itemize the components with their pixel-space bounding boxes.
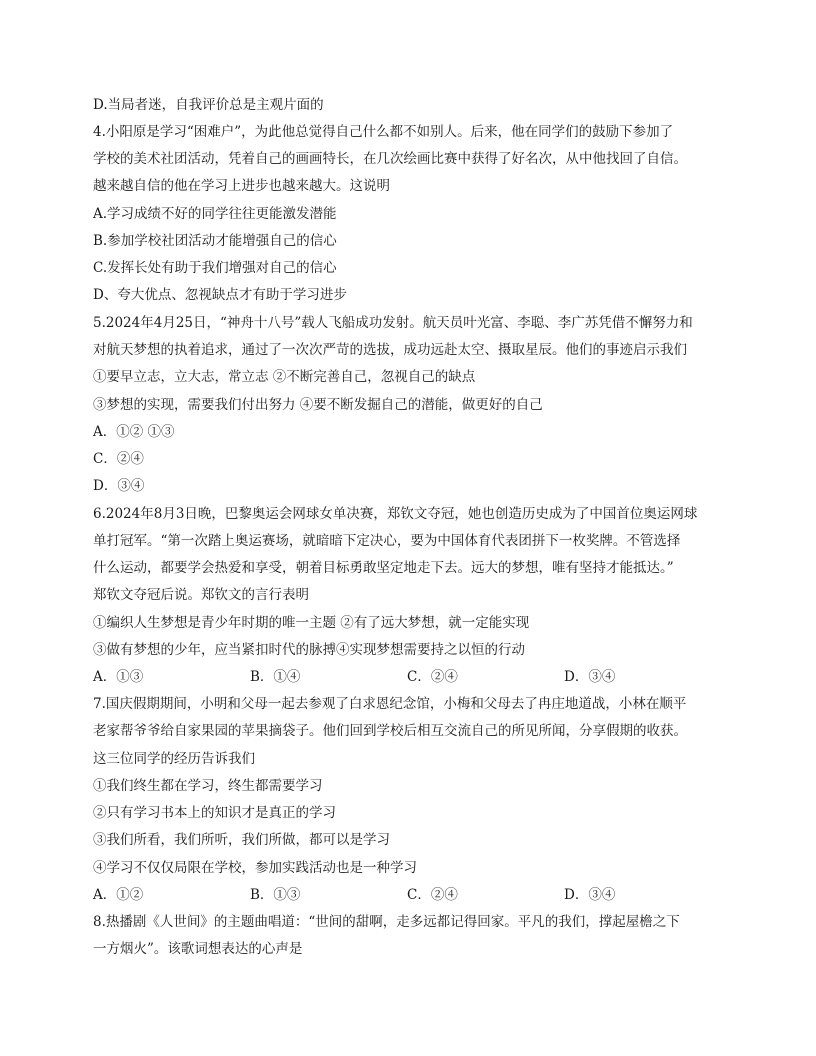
q3-option-d: D.当局者迷，自我评价总是主观片面的: [93, 97, 324, 113]
q6-statement-line-2: ③做有梦想的少年，应当紧扣时代的脉搏④实现梦想需要持之以恒的行动: [93, 642, 525, 658]
q7-statement-1: ①我们终生都在学习，终生都需要学习: [93, 778, 323, 794]
q4-stem-line-3: 越来越自信的他在学习上进步也越来越大。这说明: [93, 178, 390, 194]
q6-stem-line-2: 单打冠军。“第一次踏上奥运赛场，就暗暗下定决心，要为中国体育代表团拼下一枚奖牌。不管选择: [93, 533, 681, 549]
q7-statement-2: ②只有学习书本上的知识才是真正的学习: [93, 805, 336, 821]
q6-option-b: B．①④: [250, 669, 301, 685]
q5-stem-line-2: 对航天梦想的执着追求，通过了一次次严苛的选拔，成功远赴太空、摄取星辰。他们的事迹启示我们: [93, 342, 687, 358]
q5-option-d: D．③④: [93, 478, 145, 494]
q4-option-a: A.学习成绩不好的同学往往更能激发潜能: [93, 206, 337, 222]
q5-statement-line-2: ③梦想的实现，需要我们付出努力 ④要不断发掘自己的潜能，做更好的自己: [93, 397, 543, 413]
q5-stem-line-1: 5.2024年4月25日，“神舟十八号”载人飞船成功发射。航天员叶光富、李聪、李广苏凭借不懈努力和: [93, 315, 693, 331]
q6-option-a: A．①③: [93, 669, 144, 685]
q4-option-c: C.发挥长处有助于我们增强对自己的信心: [93, 260, 337, 276]
q5-statement-line-1: ①要早立志，立大志，常立志 ②不断完善自己，忽视自己的缺点: [93, 369, 476, 385]
q7-option-d: D．③④: [564, 887, 616, 903]
q5-option-a: A．①② ①③: [93, 424, 175, 440]
q7-statement-4: ④学习不仅仅局限在学校，参加实践活动也是一种学习: [93, 860, 417, 876]
q4-stem-line-2: 学校的美术社团活动，凭着自己的画画特长，在几次绘画比赛中获得了好名次，从中他找回了自信。: [93, 151, 687, 167]
q7-option-c: C．②④: [407, 887, 458, 903]
q6-option-c: C．②④: [407, 669, 458, 685]
q6-stem-line-3: 什么运动，都要学会热爱和享受，朝着目标勇敢坚定地走下去。远大的梦想，唯有坚持才能抵达。”: [93, 560, 674, 576]
q6-stem-line-1: 6.2024年8月3日晚，巴黎奥运会网球女单决赛，郑钦文夺冠，她也创造历史成为了中国首位奥运网球: [93, 506, 698, 522]
q6-statement-line-1: ①编织人生梦想是青少年时期的唯一主题 ②有了远大梦想，就一定能实现: [93, 615, 530, 631]
q5-option-c: C．②④: [93, 451, 144, 467]
q7-stem-line-2: 老家帮爷爷给自家果园的苹果摘袋子。他们回到学校后相互交流自己的所见所闻，分享假期的收获。: [93, 723, 687, 739]
q7-option-a: A．①②: [93, 887, 144, 903]
q8-stem-line-2: 一方烟火”。该歌词想表达的心声是: [93, 941, 303, 957]
q7-option-b: B．①③: [250, 887, 301, 903]
q6-stem-line-4: 郑钦文夺冠后说。郑钦文的言行表明: [93, 587, 309, 603]
q8-stem-line-1: 8.热播剧《人世间》的主题曲唱道：“世间的甜啊，走多远都记得回家。平凡的我们，撑起屋檐之下: [93, 914, 680, 930]
q4-option-b: B.参加学校社团活动才能增强自己的信心: [93, 233, 337, 249]
q4-stem-line-1: 4.小阳原是学习“困难户”，为此他总觉得自己什么都不如别人。后来，他在同学们的鼓励下参加了: [93, 124, 674, 140]
q7-stem-line-3: 这三位同学的经历告诉我们: [93, 751, 255, 767]
q4-option-d: D、夸大优点、忽视缺点才有助于学习进步: [93, 287, 347, 303]
q6-option-d: D．③④: [564, 669, 616, 685]
q7-statement-3: ③我们所看，我们所听，我们所做，都可以是学习: [93, 832, 390, 848]
q7-stem-line-1: 7.国庆假期期间，小明和父母一起去参观了白求恩纪念馆，小梅和父母去了冉庄地道战，小林在顺平: [93, 696, 687, 712]
